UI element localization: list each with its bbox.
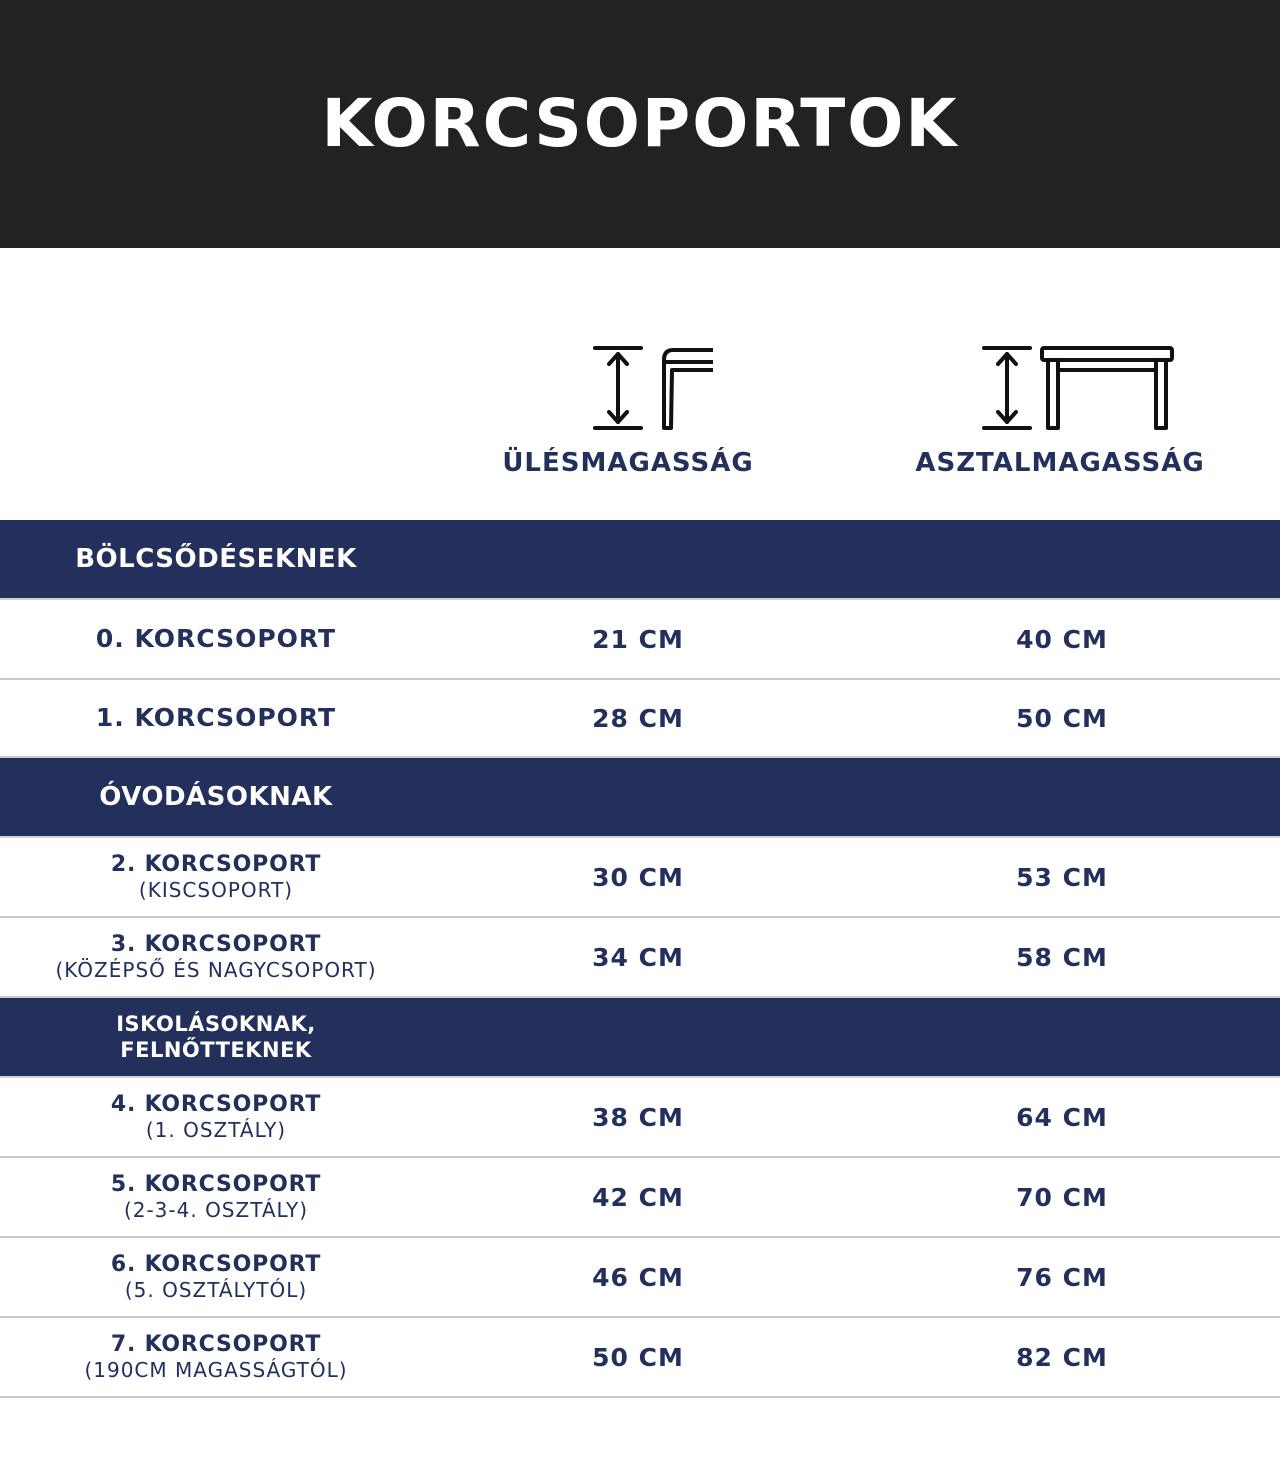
age-group-cell [0,1092,432,1142]
section-header-school-adult [0,998,1280,1078]
table-row [0,1238,1280,1318]
page-header [0,0,1280,248]
age-group-name: 4. KORCSOPORT [110,1092,322,1117]
age-group-note: (5. OSZTÁLYTÓL) [124,1278,308,1302]
seat-height-value: 34 CM [592,942,684,972]
age-group-name: 3. KORCSOPORT [110,932,322,957]
age-group-name: 1. KORCSOPORT [95,703,337,732]
column-header-seat-height [498,282,758,478]
table-height-value: 82 CM [1016,1342,1108,1372]
age-group-cell [0,1332,432,1382]
section-label-line2: FELNŐTTEKNEK [120,1038,312,1062]
age-group-table [0,520,1280,1398]
seat-height-label: ÜLÉSMAGASSÁG [502,448,754,478]
section-label [0,1011,432,1063]
seat-height-value: 42 CM [592,1182,684,1212]
chair-height-icon [543,282,713,434]
table-row [0,680,1280,758]
age-group-note: (1. OSZTÁLY) [145,1118,287,1142]
table-row [0,1318,1280,1398]
age-group-cell [0,932,432,982]
table-row [0,838,1280,918]
age-group-note: (2-3-4. OSZTÁLY) [123,1198,309,1222]
table-row [0,1078,1280,1158]
section-label: ÓVODÁSOKNAK [99,782,333,812]
seat-height-value: 46 CM [592,1262,684,1292]
table-row [0,1158,1280,1238]
age-group-note: (KÖZÉPSŐ ÉS NAGYCSOPORT) [55,958,377,982]
age-group-note: (KISCSOPORT) [138,878,294,902]
age-group-cell [0,1252,432,1302]
age-group-name: 5. KORCSOPORT [110,1172,322,1197]
age-group-cell [0,1172,432,1222]
table-height-value: 64 CM [1016,1102,1108,1132]
table-row [0,918,1280,998]
age-group-name: 2. KORCSOPORT [110,852,322,877]
age-group-cell [0,626,432,652]
table-height-value: 53 CM [1016,862,1108,892]
age-group-name: 6. KORCSOPORT [110,1252,322,1277]
seat-height-value: 28 CM [592,703,684,733]
table-height-value: 50 CM [1016,703,1108,733]
age-group-name: 0. KORCSOPORT [95,624,337,653]
table-height-value: 76 CM [1016,1262,1108,1292]
table-height-value: 58 CM [1016,942,1108,972]
page-title: KORCSOPORTOK [321,85,959,162]
seat-height-value: 30 CM [592,862,684,892]
age-group-note: (190CM MAGASSÁGTÓL) [84,1358,348,1382]
section-label-line1: ISKOLÁSOKNAK, [116,1012,316,1036]
age-group-cell [0,705,432,731]
section-header-kindergarten [0,758,1280,838]
table-row [0,600,1280,680]
column-header-table-height [910,282,1210,478]
table-height-icon [930,282,1190,434]
section-label: BÖLCSŐDÉSEKNEK [75,544,357,574]
seat-height-value: 21 CM [592,624,684,654]
age-group-cell [0,852,432,902]
age-group-name: 7. KORCSOPORT [110,1332,322,1357]
table-height-value: 70 CM [1016,1182,1108,1212]
section-header-nursery [0,520,1280,600]
seat-height-value: 50 CM [592,1342,684,1372]
table-height-label: ASZTALMAGASSÁG [915,448,1205,478]
table-height-value: 40 CM [1016,624,1108,654]
seat-height-value: 38 CM [592,1102,684,1132]
